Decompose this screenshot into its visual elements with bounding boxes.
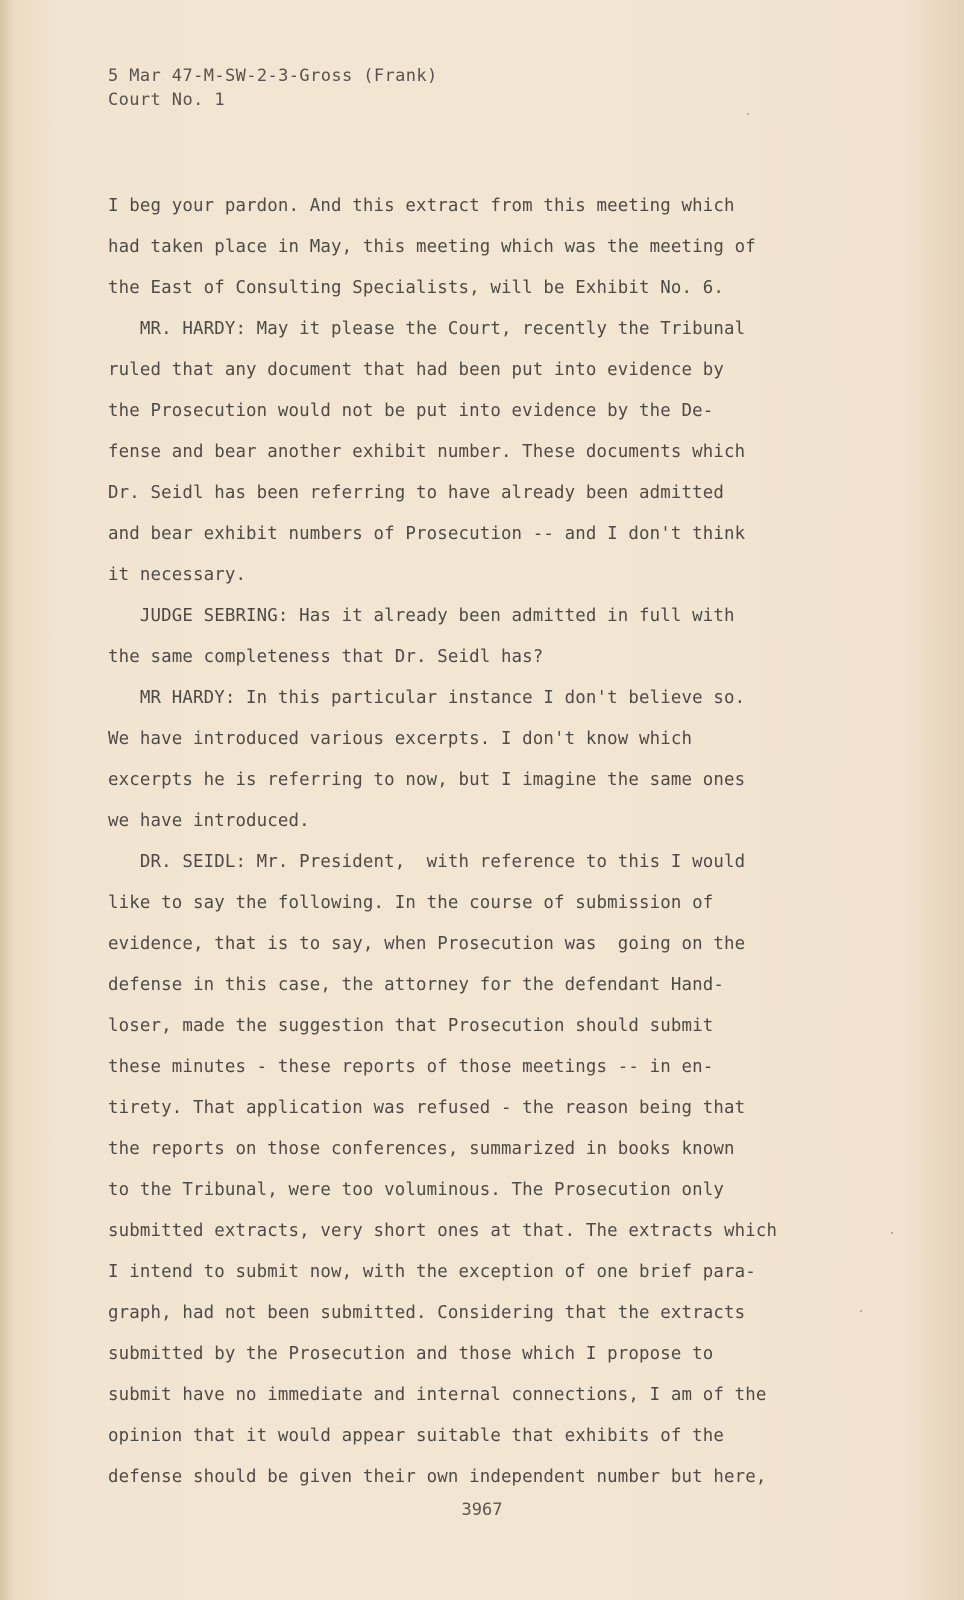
transcript-line: and bear exhibit numbers of Prosecution -- and I don't think bbox=[108, 524, 746, 544]
transcript-line: graph, had not been submitted. Considering that the extracts bbox=[108, 1303, 746, 1323]
transcript-line: the East of Consulting Specialists, will be Exhibit No. 6. bbox=[108, 278, 724, 298]
transcript-body bbox=[108, 186, 888, 1498]
document-header bbox=[108, 64, 438, 112]
transcript-line: the Prosecution would not be put into evidence by the De- bbox=[108, 401, 714, 421]
header-line-date-case: 5 Mar 47-M-SW-2-3-Gross (Frank) bbox=[108, 66, 438, 86]
transcript-line: submit have no immediate and internal connections, I am of the bbox=[108, 1385, 767, 1405]
transcript-line: the same completeness that Dr. Seidl has? bbox=[108, 647, 544, 667]
transcript-line: to the Tribunal, were too voluminous. The Prosecution only bbox=[108, 1180, 724, 1200]
transcript-line: ruled that any document that had been put into evidence by bbox=[108, 360, 724, 380]
transcript-line: opinion that it would appear suitable that exhibits of the bbox=[108, 1426, 724, 1446]
transcript-line: loser, made the suggestion that Prosecution should submit bbox=[108, 1016, 714, 1036]
transcript-line: fense and bear another exhibit number. These documents which bbox=[108, 442, 746, 462]
transcript-line: excerpts he is referring to now, but I imagine the same ones bbox=[108, 770, 746, 790]
transcript-line: defense in this case, the attorney for the defendant Hand- bbox=[108, 975, 724, 995]
header-line-court: Court No. 1 bbox=[108, 90, 225, 110]
transcript-line: MR HARDY: In this particular instance I don't believe so. bbox=[108, 688, 746, 708]
transcript-line: We have introduced various excerpts. I don't know which bbox=[108, 729, 693, 749]
transcript-line: DR. SEIDL: Mr. President, with reference to this I would bbox=[108, 852, 746, 872]
page-number: 3967 bbox=[461, 1500, 503, 1520]
transcript-line: it necessary. bbox=[108, 565, 247, 585]
transcript-line: JUDGE SEBRING: Has it already been admitted in full with bbox=[108, 606, 735, 626]
transcript-line: I intend to submit now, with the exception of one brief para- bbox=[108, 1262, 756, 1282]
transcript-line: evidence, that is to say, when Prosecution was going on the bbox=[108, 934, 746, 954]
transcript-line: tirety. That application was refused - the reason being that bbox=[108, 1098, 746, 1118]
transcript-line: the reports on those conferences, summarized in books known bbox=[108, 1139, 735, 1159]
transcript-line: like to say the following. In the course of submission of bbox=[108, 893, 714, 913]
transcript-line: I beg your pardon. And this extract from this meeting which bbox=[108, 196, 735, 216]
transcript-line: these minutes - these reports of those meetings -- in en- bbox=[108, 1057, 714, 1077]
transcript-line: submitted by the Prosecution and those which I propose to bbox=[108, 1344, 714, 1364]
paper-speck bbox=[891, 1232, 893, 1234]
transcript-line: we have introduced. bbox=[108, 811, 310, 831]
transcript-line: Dr. Seidl has been referring to have already been admitted bbox=[108, 483, 724, 503]
transcript-line: had taken place in May, this meeting which was the meeting of bbox=[108, 237, 756, 257]
paper-speck bbox=[860, 1310, 862, 1312]
transcript-line: defense should be given their own independent number but here, bbox=[108, 1467, 767, 1487]
transcript-line: submitted extracts, very short ones at that. The extracts which bbox=[108, 1221, 778, 1241]
paper-speck bbox=[747, 113, 749, 115]
transcript-line: MR. HARDY: May it please the Court, recently the Tribunal bbox=[108, 319, 746, 339]
